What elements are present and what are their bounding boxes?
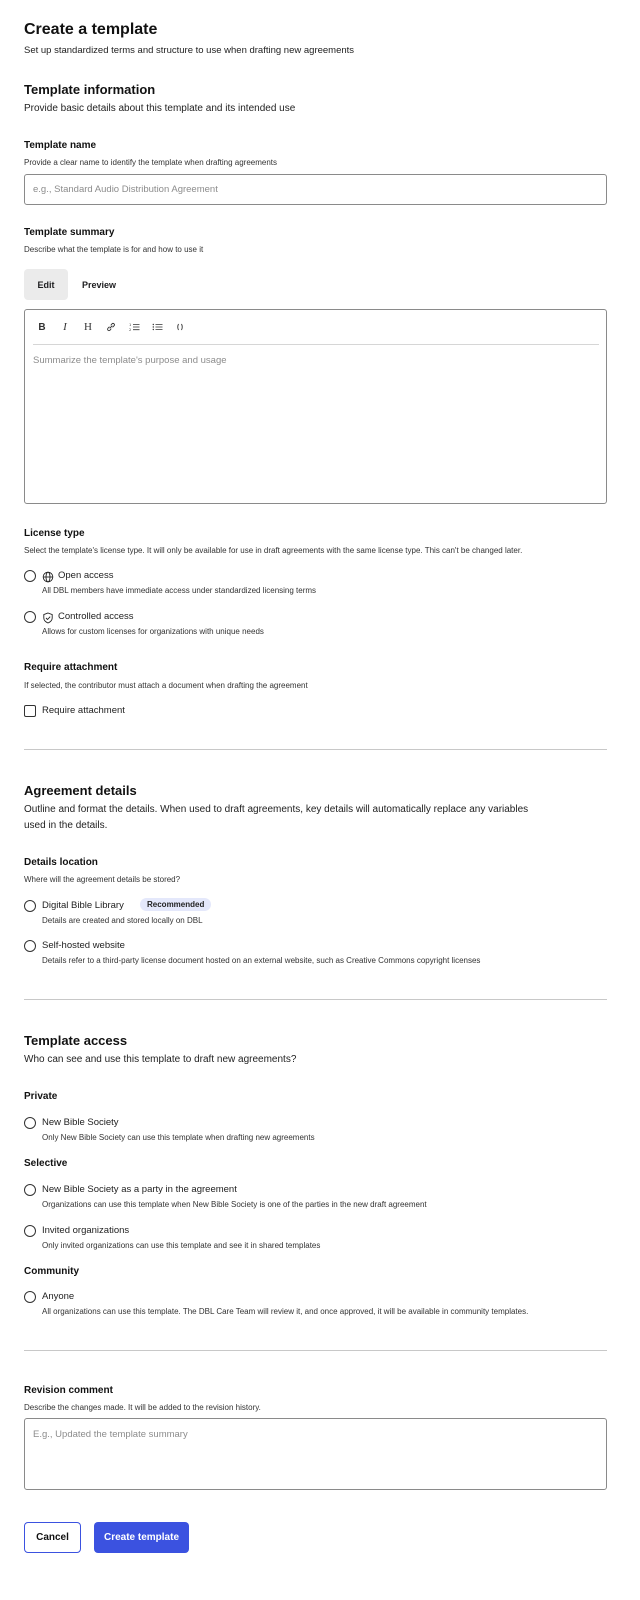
page-subtitle: Set up standardized terms and structure to use when drafting new agreements [24,45,355,56]
template-access-heading: Template access [24,1033,128,1048]
ordered-list-icon[interactable] [127,320,141,334]
link-icon[interactable] [104,320,118,334]
access-invited-label: Invited organizations [42,1225,130,1236]
revision-comment-placeholder: E.g., Updated the template summary [33,1429,188,1440]
access-group-private: Private [24,1091,58,1102]
template-name-help: Provide a clear name to identify the template when drafting agreements [24,158,278,167]
license-controlled-desc: Allows for custom licenses for organizations with unique needs [42,627,264,636]
location-self-hosted-label: Self-hosted website [42,940,125,951]
agreement-details-heading: Agreement details [24,783,137,798]
license-controlled-radio[interactable] [24,611,36,623]
access-nbs-party-radio[interactable] [24,1184,36,1196]
template-summary-label: Template summary [24,227,115,238]
cancel-button[interactable]: Cancel [24,1522,81,1553]
template-info-heading: Template information [24,82,156,97]
access-nbs-radio[interactable] [24,1117,36,1129]
shield-check-icon [42,611,54,623]
template-summary-help: Describe what the template is for and how to use it [24,245,204,254]
require-attachment-checkbox-label: Require attachment [42,705,125,716]
tab-edit[interactable]: Edit [24,269,68,300]
access-anyone-label: Anyone [42,1291,75,1302]
code-icon[interactable] [173,320,187,334]
access-group-community: Community [24,1266,79,1277]
svg-text:1: 1 [128,323,131,327]
require-attachment-checkbox[interactable] [24,705,36,717]
location-dbl-radio[interactable] [24,900,36,912]
create-template-button[interactable]: Create template [94,1522,189,1553]
tab-preview[interactable]: Preview [81,279,117,290]
page-title: Create a template [24,21,158,38]
editor-toolbar [35,320,187,334]
license-open-label: Open access [58,570,114,581]
access-nbs-desc: Only New Bible Society can use this template when drafting new agreements [42,1133,315,1142]
license-type-help: Select the template's license type. It will only be available for use in draft agreements with the same license type. This can't be changed later. [24,546,523,555]
section-divider [24,1350,607,1351]
section-divider [24,749,607,750]
svg-text:2: 2 [128,328,131,332]
license-open-radio[interactable] [24,570,36,582]
details-location-label: Details location [24,857,98,868]
location-self-hosted-desc: Details refer to a third-party license document hosted on an external website, such as Creative Commons copyright licenses [42,956,481,965]
license-open-desc: All DBL members have immediate access under standardized licensing terms [42,586,317,595]
toolbar-divider [33,344,599,345]
revision-comment-label: Revision comment [24,1385,113,1396]
access-anyone-desc: All organizations can use this template. The DBL Care Team will review it, and once approved, it will be available in community templates. [42,1307,529,1316]
template-access-description: Who can see and use this template to draft new agreements? [24,1054,297,1065]
summary-placeholder: Summarize the template's purpose and usage [33,355,227,366]
bold-icon[interactable]: B [38,321,46,333]
agreement-details-description-2: used in the details. [24,820,108,831]
section-divider [24,999,607,1000]
access-anyone-radio[interactable] [24,1291,36,1303]
details-location-help: Where will the agreement details be stored? [24,875,181,884]
heading-icon[interactable]: H [84,321,92,333]
access-invited-radio[interactable] [24,1225,36,1237]
italic-icon[interactable]: I [63,321,67,333]
template-name-input[interactable] [24,174,607,205]
recommended-badge: Recommended [140,898,211,911]
license-type-label: License type [24,528,85,539]
require-attachment-heading: Require attachment [24,662,118,673]
require-attachment-help: If selected, the contributor must attach a document when drafting the agreement [24,681,308,690]
location-dbl-label: Digital Bible Library [42,900,124,911]
access-invited-desc: Only invited organizations can use this template and see it in shared templates [42,1241,321,1250]
license-controlled-label: Controlled access [58,611,134,622]
access-nbs-party-label: New Bible Society as a party in the agreement [42,1184,237,1195]
template-name-placeholder: e.g., Standard Audio Distribution Agreement [33,184,218,195]
template-info-description: Provide basic details about this template and its intended use [24,103,296,114]
agreement-details-description-1: Outline and format the details. When used to draft agreements, key details will automatically replace any variables [24,804,529,815]
location-self-hosted-radio[interactable] [24,940,36,952]
summary-editor[interactable] [24,309,607,504]
bullet-list-icon[interactable] [150,320,164,334]
revision-comment-help: Describe the changes made. It will be added to the revision history. [24,1403,261,1412]
globe-icon [42,570,54,582]
access-nbs-party-desc: Organizations can use this template when New Bible Society is one of the parties in the new draft agreement [42,1200,427,1209]
access-nbs-label: New Bible Society [42,1117,119,1128]
location-dbl-desc: Details are created and stored locally on DBL [42,916,203,925]
template-name-label: Template name [24,140,97,151]
access-group-selective: Selective [24,1158,68,1169]
revision-comment-textarea[interactable] [24,1418,607,1490]
